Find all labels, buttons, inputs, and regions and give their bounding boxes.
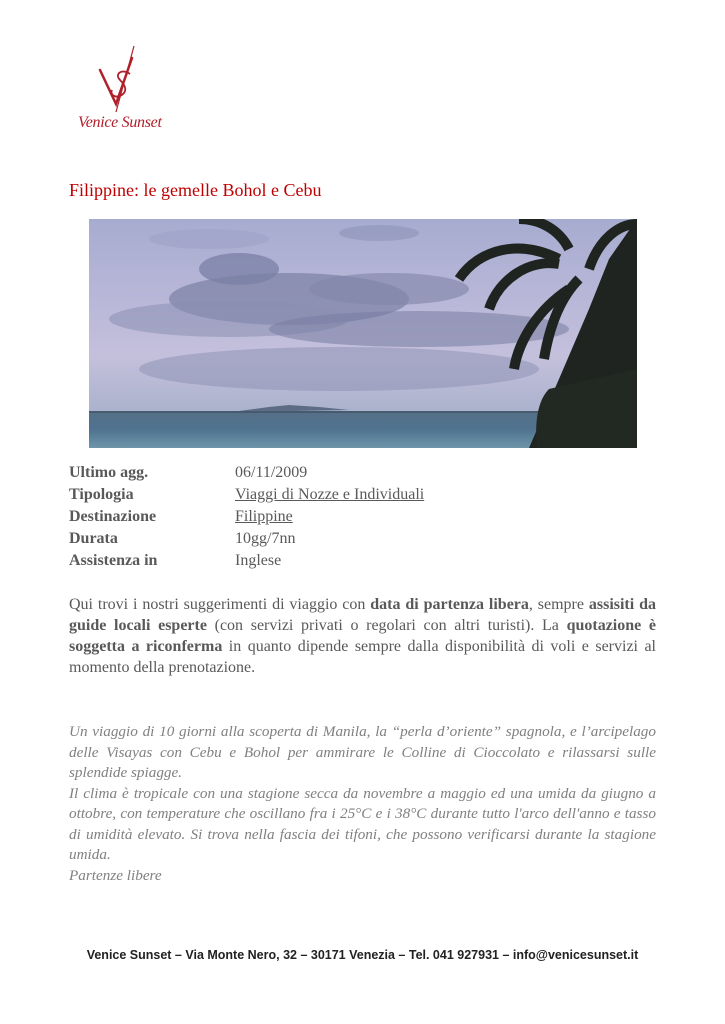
info-value: 10gg/7nn (235, 530, 296, 547)
company-logo (72, 40, 172, 144)
departures-note: Partenze libere (69, 866, 162, 884)
intro-text: in quanto dipende sempre dalla disponibilità di voli e servizi al momento della prenotazione. (69, 638, 657, 676)
intro-text: (con servizi privati o regolari con altri turisti). La (206, 617, 567, 634)
info-row-destination (69, 506, 424, 528)
info-label: Tipologia (69, 486, 134, 503)
intro-text: Qui trovi i nostri suggerimenti di viaggio con (69, 596, 371, 613)
vs-monogram-icon (72, 40, 172, 120)
info-label: Ultimo agg. (69, 464, 149, 481)
intro-bold-departure: data di partenza libera (370, 596, 529, 613)
intro-bold-quote: quotazione è soggetta a riconferma (69, 617, 657, 655)
description-paragraph: Un viaggio di 10 giorni alla scoperta di Manila, la “perla d’oriente” spagnola, e l’arcipelago delle Visayas con Cebu e Bohol per ammirare le Colline di Cioccolato e rilassarsi sulle splendide spiagge. (69, 723, 656, 781)
info-value: 06/11/2009 (235, 464, 308, 481)
info-label: Durata (69, 530, 118, 547)
page-footer: Venice Sunset – Via Monte Nero, 32 – 30171 Venezia – Tel. 041 927931 – info@venicesunset.it (86, 948, 639, 962)
info-row-duration (69, 528, 424, 550)
trip-description (69, 722, 656, 886)
info-label: Assistenza in (69, 552, 158, 569)
logo-text: Venice Sunset (78, 114, 162, 131)
info-row-assistance (69, 550, 424, 572)
intro-text: , sempre (528, 596, 589, 613)
trip-info-table (69, 462, 424, 572)
info-value: Inglese (235, 552, 282, 569)
type-link[interactable]: Viaggi di Nozze e Individuali (235, 486, 425, 503)
destination-link[interactable]: Filippine (235, 508, 293, 525)
page-title: Filippine: le gemelle Bohol e Cebu (69, 180, 322, 200)
info-label: Destinazione (69, 508, 157, 525)
climate-paragraph: Il clima è tropicale con una stagione secca da novembre a maggio ed una umida da giugno a ottobre, con temperature che oscillano fra i 25°C e i 38°C durante tutto l'arco dell'anno e tasso di umidità elevato. Si trova nella fascia dei tifoni, che possono verificarsi durante la stagione umida. (69, 784, 656, 863)
sea-sunset-photo (89, 219, 637, 448)
intro-bold-guides: assisiti da guide locali esperte (69, 596, 656, 634)
intro-paragraph (69, 594, 656, 678)
info-row-updated (69, 462, 424, 484)
info-row-type (69, 484, 424, 506)
